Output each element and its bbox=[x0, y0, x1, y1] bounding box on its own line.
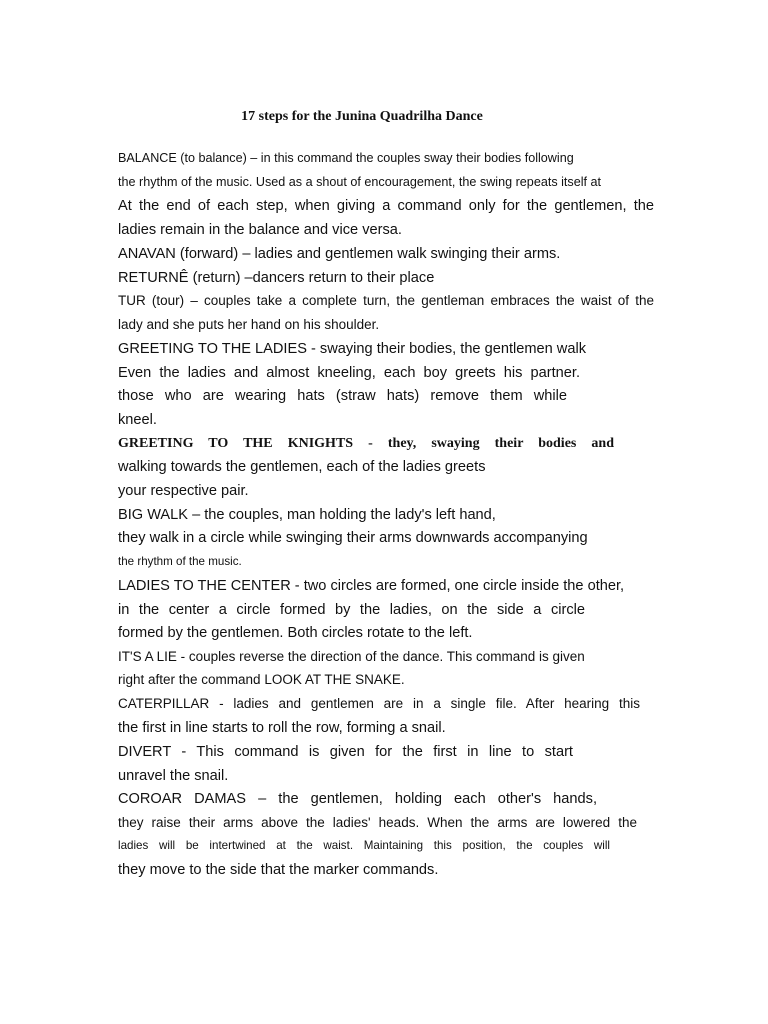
text-line: they move to the side that the marker commands. bbox=[118, 862, 439, 878]
text-line: BALANCE (to balance) – in this command the couples sway their bodies following bbox=[118, 151, 574, 165]
text-line: unravel the snail. bbox=[118, 768, 229, 784]
text-line: LADIES TO THE CENTER - two circles are formed, one circle inside the other, bbox=[118, 578, 625, 594]
text-line: walking towards the gentlemen, each of the ladies greets bbox=[118, 459, 486, 475]
text-line: those who are wearing hats (straw hats) remove them while bbox=[118, 388, 567, 404]
text-line: TUR (tour) – couples take a complete turn, the gentleman embraces the waist of the bbox=[118, 293, 654, 308]
text-line: they raise their arms above the ladies' heads. When the arms are lowered the bbox=[118, 815, 637, 830]
document-title: 17 steps for the Junina Quadrilha Dance bbox=[241, 109, 483, 124]
text-line: the rhythm of the music. bbox=[118, 555, 242, 568]
text-line: they walk in a circle while swinging their arms downwards accompanying bbox=[118, 530, 588, 546]
text-line: the first in line starts to roll the row, forming a snail. bbox=[118, 720, 446, 736]
text-line: GREETING TO THE LADIES - swaying their bodies, the gentlemen walk bbox=[118, 341, 587, 357]
text-line: RETURNÊ (return) –dancers return to their place bbox=[118, 270, 435, 286]
text-line: kneel. bbox=[118, 412, 157, 428]
text-line: the rhythm of the music. Used as a shout of encouragement, the swing repeats itself at bbox=[118, 175, 602, 189]
text-line: COROAR DAMAS – the gentlemen, holding each other's hands, bbox=[118, 791, 597, 807]
text-line: DIVERT - This command is given for the first in line to start bbox=[118, 744, 573, 760]
text-line: formed by the gentlemen. Both circles rotate to the left. bbox=[118, 625, 473, 641]
text-line: lady and she puts her hand on his shoulder. bbox=[118, 317, 380, 332]
text-line: right after the command LOOK AT THE SNAKE. bbox=[118, 672, 405, 687]
text-line: At the end of each step, when giving a command only for the gentlemen, the bbox=[118, 198, 654, 214]
text-line: CATERPILLAR - ladies and gentlemen are in a single file. After hearing this bbox=[118, 696, 640, 711]
text-line: your respective pair. bbox=[118, 483, 249, 499]
text-line: IT'S A LIE - couples reverse the direction of the dance. This command is given bbox=[118, 649, 585, 664]
text-line: ANAVAN (forward) – ladies and gentlemen walk swinging their arms. bbox=[118, 246, 561, 262]
text-line: ladies remain in the balance and vice versa. bbox=[118, 222, 402, 238]
text-line: Even the ladies and almost kneeling, each boy greets his partner. bbox=[118, 365, 580, 381]
text-line: ladies will be intertwined at the waist. Maintaining this position, the couples will bbox=[118, 839, 610, 852]
text-line: GREETING TO THE KNIGHTS - they, swaying their bodies and bbox=[118, 436, 614, 451]
text-line: in the center a circle formed by the ladies, on the side a circle bbox=[118, 602, 585, 618]
text-line: BIG WALK – the couples, man holding the lady's left hand, bbox=[118, 507, 496, 523]
